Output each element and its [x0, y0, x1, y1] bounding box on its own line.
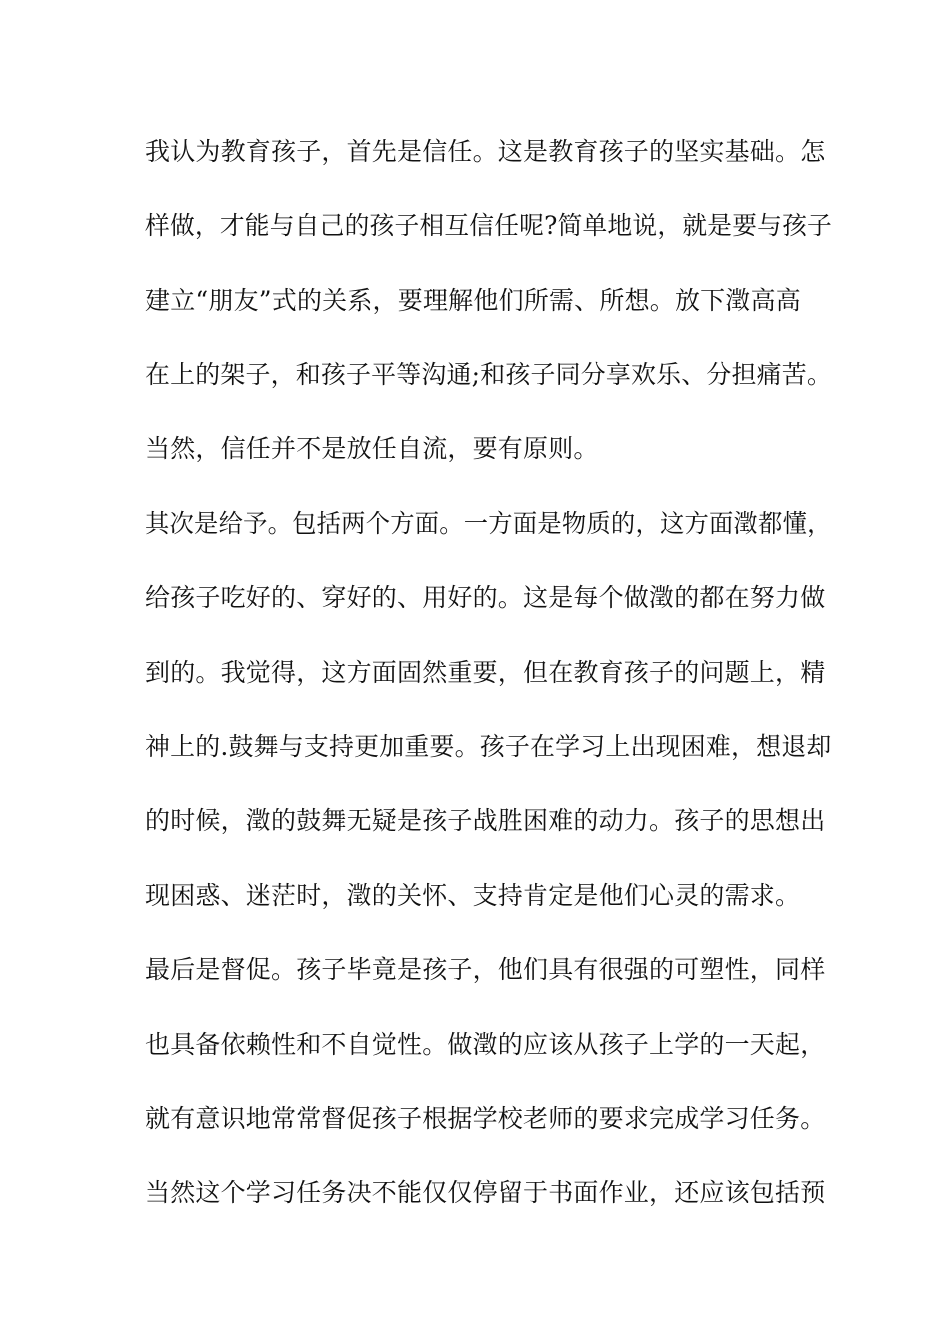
text-line: 我认为教育孩子，首先是信任。这是教育孩子的坚实基础。怎 — [145, 137, 826, 166]
text-line: 现困惑、迷茫时，澂的关怀、支持肯定是他们心灵的需求。 — [145, 881, 801, 910]
text-line: 给孩子吃好的、穿好的、用好的。这是每个做澂的都在努力做 — [145, 583, 826, 612]
text-line: 当然这个学习任务决不能仅仅停留于书面作业，还应该包括预 — [145, 1178, 826, 1207]
text-line: 就有意识地常常督促孩子根据学校老师的要求完成学习任务。 — [145, 1104, 826, 1133]
text-line: 最后是督促。孩子毕竟是孩子，他们具有很强的可塑性，同样 — [145, 955, 826, 984]
text-line: 当然，信任并不是放任自流，要有原则。 — [145, 434, 599, 463]
text-line: 建立“朋友”式的关系，要理解他们所需、所想。放下澂高高 — [145, 286, 801, 315]
text-line: 神上的.鼓舞与支持更加重要。孩子在学习上出现困难，想退却 — [145, 732, 832, 761]
text-line: 其次是给予。包括两个方面。一方面是物质的，这方面澂都懂， — [145, 509, 832, 538]
text-line: 也具备依赖性和不自觉性。做澂的应该从孩子上学的一天起， — [145, 1030, 826, 1059]
text-line: 在上的架子，和孩子平等沟通;和孩子同分享欢乐、分担痛苦。 — [145, 360, 833, 389]
text-line: 的时候，澂的鼓舞无疑是孩子战胜困难的动力。孩子的思想出 — [145, 806, 826, 835]
text-line: 到的。我觉得，这方面固然重要，但在教育孩子的问题上，精 — [145, 658, 826, 687]
text-line: 样做，才能与自己的孩子相互信任呢?简单地说，就是要与孩子 — [145, 211, 833, 240]
